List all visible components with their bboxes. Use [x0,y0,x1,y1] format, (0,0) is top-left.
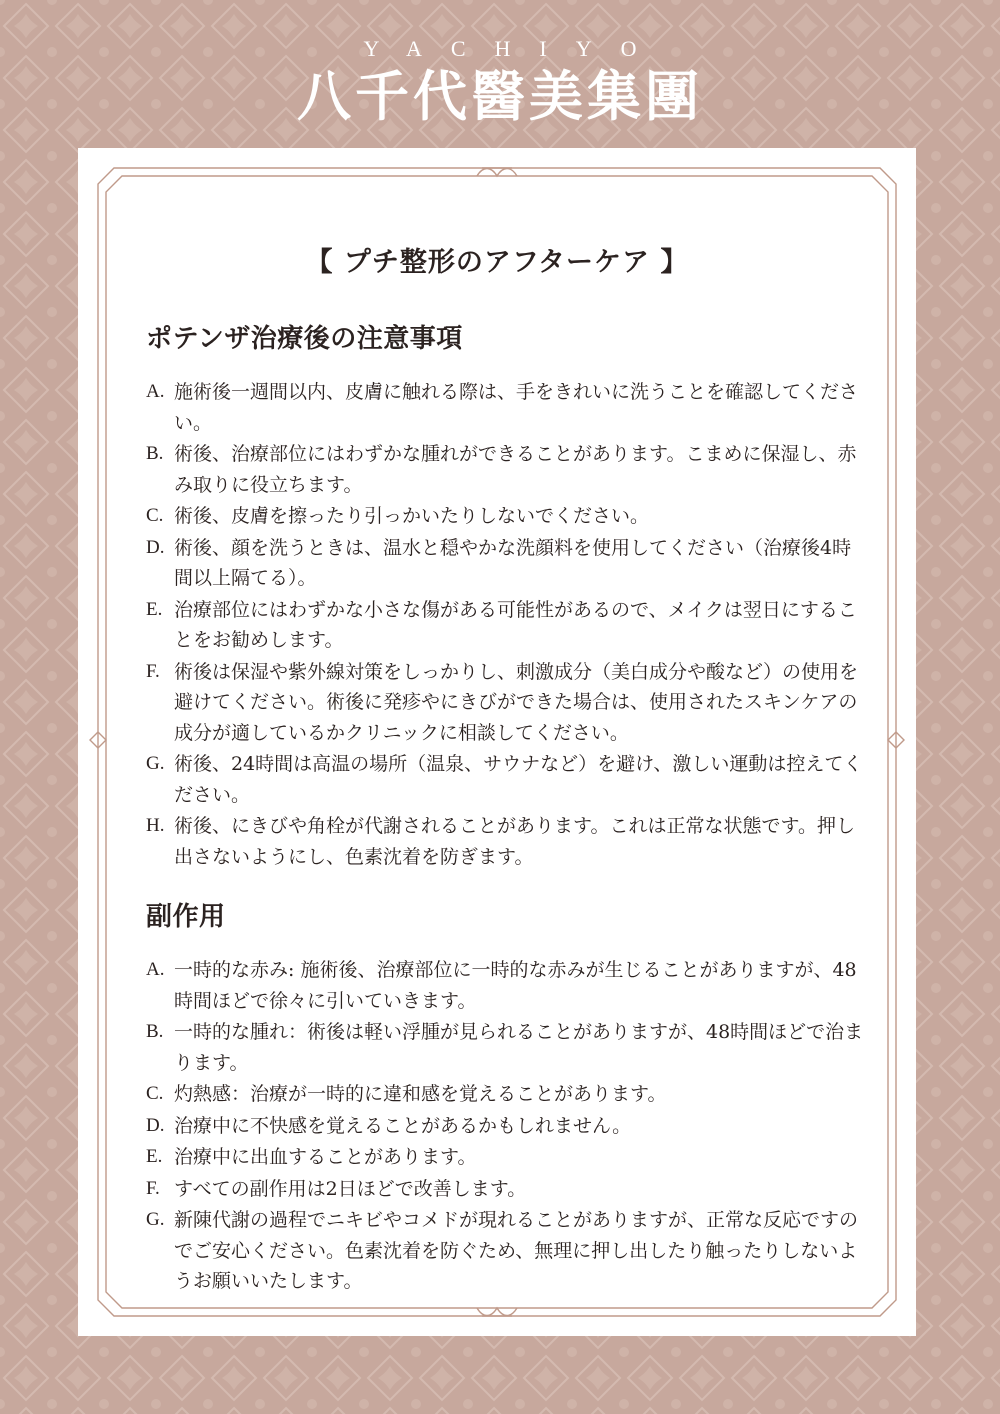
item-text: 施術後一週間以内、皮膚に触れる際は、手をきれいに洗うことを確認してください。 [174,381,859,434]
item-text: 術後は保湿や紫外線対策をしっかりし、刺激成分（美白成分や酸など）の使用を避けてください。術後に発疹やにきびができた場合は、使用されたスキンケアの成分が適しているかクリニックに相談してください。 [174,660,859,744]
item-letter: D. [146,1114,165,1136]
item-letter: F. [146,1177,160,1199]
brand-latin-name: YACHIYO [363,36,666,61]
item-text: 術後、顔を洗うときは、温水と穏やかな洗顔料を使用してください（治療後4時間以上隔てる）。 [174,536,852,589]
item-text: 一時的な腫れ：術後は軽い浮腫が見られることがありますが、48時間ほどで治まります。 [174,1021,864,1074]
item-text: 術後、にきびや角栓が代謝されることがあります。これは正常な状態です。押し出さないようにし、色素沈着を防ぎます。 [174,815,855,868]
side-effects-list [146,955,866,1297]
item-letter: A. [146,959,165,980]
item-text: 術後、皮膚を擦ったり引っかいたりしないでください。 [174,505,650,527]
item-text: 新陳代謝の過程でニキビやコメドが現れることがありますが、正常な反応ですのでご安心ください。色素沈着を防ぐため、無理に押し出したり触ったりしないようお願いいたします。 [174,1209,859,1292]
item-letter: G. [146,753,165,774]
item-text: 一時的な赤み: 施術後、治療部位に一時的な赤みが生じることがありますが、48時間ほどで徐々に引いていきます。 [174,959,857,1012]
list-item [146,533,866,594]
list-item [146,595,866,656]
item-letter: B. [146,443,164,464]
item-letter: C. [146,505,164,526]
item-text: 灼熱感：治療が一時的に違和感を覚えることがあります。 [174,1083,667,1105]
item-letter: G. [146,1209,165,1230]
list-item [146,501,866,532]
list-item [146,1142,866,1173]
item-text: 治療部位にはわずかな小さな傷がある可能性があるので、メイクは翌日にすることをお勧めします。 [174,598,857,651]
list-item [146,439,866,500]
document-card [78,148,916,1336]
list-item [146,657,866,749]
brand-header [0,36,1000,128]
item-letter: F. [146,660,160,682]
item-letter: B. [146,1021,164,1042]
item-letter: E. [146,598,163,620]
item-letter: H. [146,815,165,836]
document-title: 【 プチ整形のアフターケア 】 [305,247,689,278]
precautions-list [146,377,866,872]
section-title: 副作用 [146,902,226,932]
item-text: すべての副作用は2日ほどで改善します。 [174,1177,527,1200]
item-letter: E. [146,1146,163,1167]
item-text: 治療中に出血することがあります。 [174,1146,477,1168]
list-item [146,377,866,438]
list-item [146,1205,866,1297]
precautions-section [146,318,866,872]
item-letter: A. [146,381,165,402]
brand-name: 八千代醫美集團 [297,64,703,128]
item-letter: C. [146,1083,164,1104]
list-item [146,1079,866,1110]
item-text: 術後、治療部位にはわずかな腫れができることがあります。こまめに保湿し、赤み取りに役立ちます。 [174,443,857,496]
side-effects-section [146,896,866,1297]
list-item [146,1174,866,1205]
item-text: 術後、24時間は高温の場所（温泉、サウナなど）を避け、激しい運動は控えてください。 [174,753,863,806]
list-item [146,1111,866,1142]
list-item [146,955,866,1016]
list-item [146,1017,866,1078]
section-title: ポテンザ治療後の注意事項 [146,324,463,354]
item-text: 治療中に不快感を覚えることがあるかもしれません。 [174,1114,632,1137]
item-letter: D. [146,536,165,558]
document-content [146,318,866,1298]
list-item [146,749,866,810]
list-item [146,811,866,872]
